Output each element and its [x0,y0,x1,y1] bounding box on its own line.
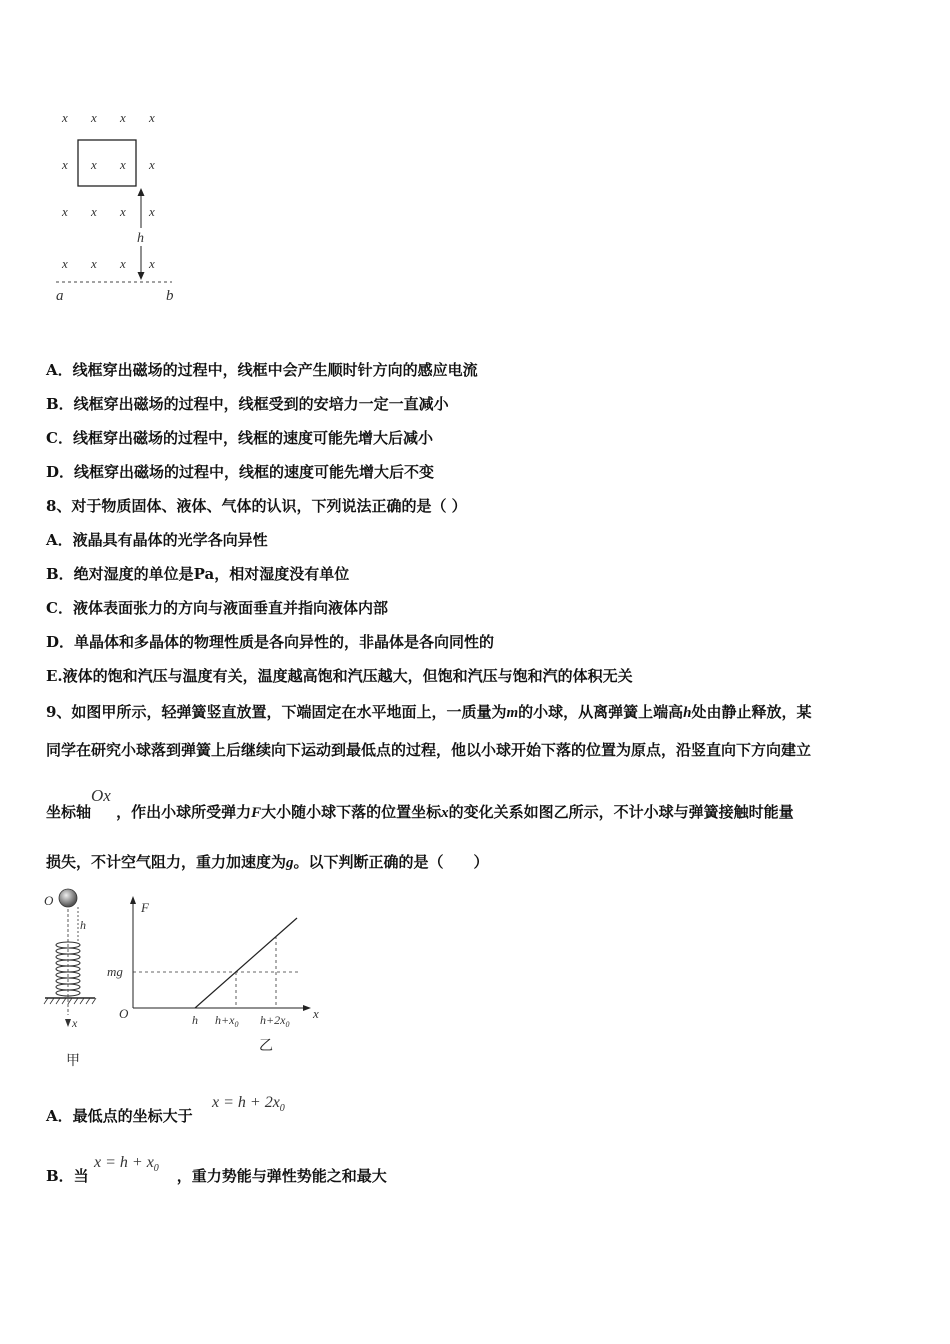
field-cross: x [120,110,126,125]
field-cross: x [149,157,155,172]
q9-option-a-formula: $x = h + 2x_0$ [212,1094,285,1115]
label-b: b [166,288,174,304]
mg-label: mg [107,964,123,979]
field-cross: x [91,110,97,125]
field-cross: x [62,204,68,219]
arrow-down-icon [65,1019,71,1027]
ball [59,889,77,907]
q8-stem: 8、对于物质固体、液体、气体的认识，下列说法正确的是（ ） [46,497,467,515]
field-cross: x [91,256,97,271]
q8-option-a: A．液晶具有晶体的光学各向异性 [46,531,268,549]
q9-stem-line1: 9、如图甲所示，轻弹簧竖直放置，下端固定在水平地面上，一质量为m的小球，从离弹簧上端高h处由静止释放，某 [46,703,812,721]
height-label: h [80,918,86,932]
q7-option-b: B．线框穿出磁场的过程中，线框受到的安培力一定一直减小 [46,395,449,413]
figure-caption: 乙 [259,1038,273,1054]
x-axis-arrow-icon [303,1005,311,1011]
field-cross: x [62,157,68,172]
q9-option-a-text: A．最低点的坐标大于 [46,1107,193,1125]
force-graph [105,890,325,1065]
label-a: a [56,288,64,304]
origin-label: O [119,1006,129,1021]
tick-h: h [192,1013,198,1027]
field-cross: x [120,256,126,271]
field-cross: x [149,110,155,125]
q8-option-c: C．液体表面张力的方向与液面垂直并指向液体内部 [46,599,388,617]
y-axis-label: F [141,900,149,915]
tick-h-plus-2x0: $h+2x_0$ [260,1013,290,1029]
figure-caption: 甲 [66,1053,80,1069]
q9-stem-line2: 同学在研究小球落到弹簧上后继续向下运动到最低点的过程，他以小球开始下落的位置为原点，沿竖直向下方向建立 [46,741,812,759]
q8-option-d: D．单晶体和多晶体的物理性质是各向异性的，非晶体是各向同性的 [46,633,495,651]
height-label: h [137,231,144,246]
x-axis-label: x [313,1006,319,1021]
y-axis-arrow-icon [130,896,136,904]
field-cross: x [62,256,68,271]
q9-stem-line4: 损失，不计空气阻力，重力加速度为g。以下判断正确的是（ ） [46,853,489,871]
x-axis-label: x [72,1016,78,1030]
field-cross: x [91,204,97,219]
force-line [195,918,297,1008]
magnetic-field-figure [40,100,240,310]
field-cross: x [120,157,126,172]
q9-stem-line3: 坐标轴Ox ，作出小球所受弹力F大小随小球下落的位置坐标x的变化关系如图乙所示，不计小球与弹簧接触时能量 [46,786,794,821]
tick-h-plus-x0: $h+x_0$ [215,1013,239,1029]
arrow-up-icon [138,188,145,196]
q8-option-b: B．绝对湿度的单位是Pa，相对湿度没有单位 [46,565,350,583]
field-cross: x [149,256,155,271]
field-cross: x [149,204,155,219]
field-cross: x [62,110,68,125]
q8-option-e: E.液体的饱和汽压与温度有关，温度越高饱和汽压越大，但饱和汽压与饱和汽的体积无关 [46,667,633,685]
q7-option-d: D．线框穿出磁场的过程中，线框的速度可能先增大后不变 [46,463,435,481]
q7-option-c: C．线框穿出磁场的过程中，线框的速度可能先增大后减小 [46,429,433,447]
q7-option-a: A．线框穿出磁场的过程中，线框中会产生顺时针方向的感应电流 [46,361,478,379]
origin-label: O [44,893,54,908]
wire-frame [78,140,136,186]
field-cross: x [91,157,97,172]
arrow-down-icon [138,272,145,280]
q9-option-b-text: B．当 ，重力势能与弹性势能之和最大 [46,1167,387,1185]
q9-option-b-formula: $x = h + x_0$ [94,1154,159,1175]
field-cross: x [120,204,126,219]
